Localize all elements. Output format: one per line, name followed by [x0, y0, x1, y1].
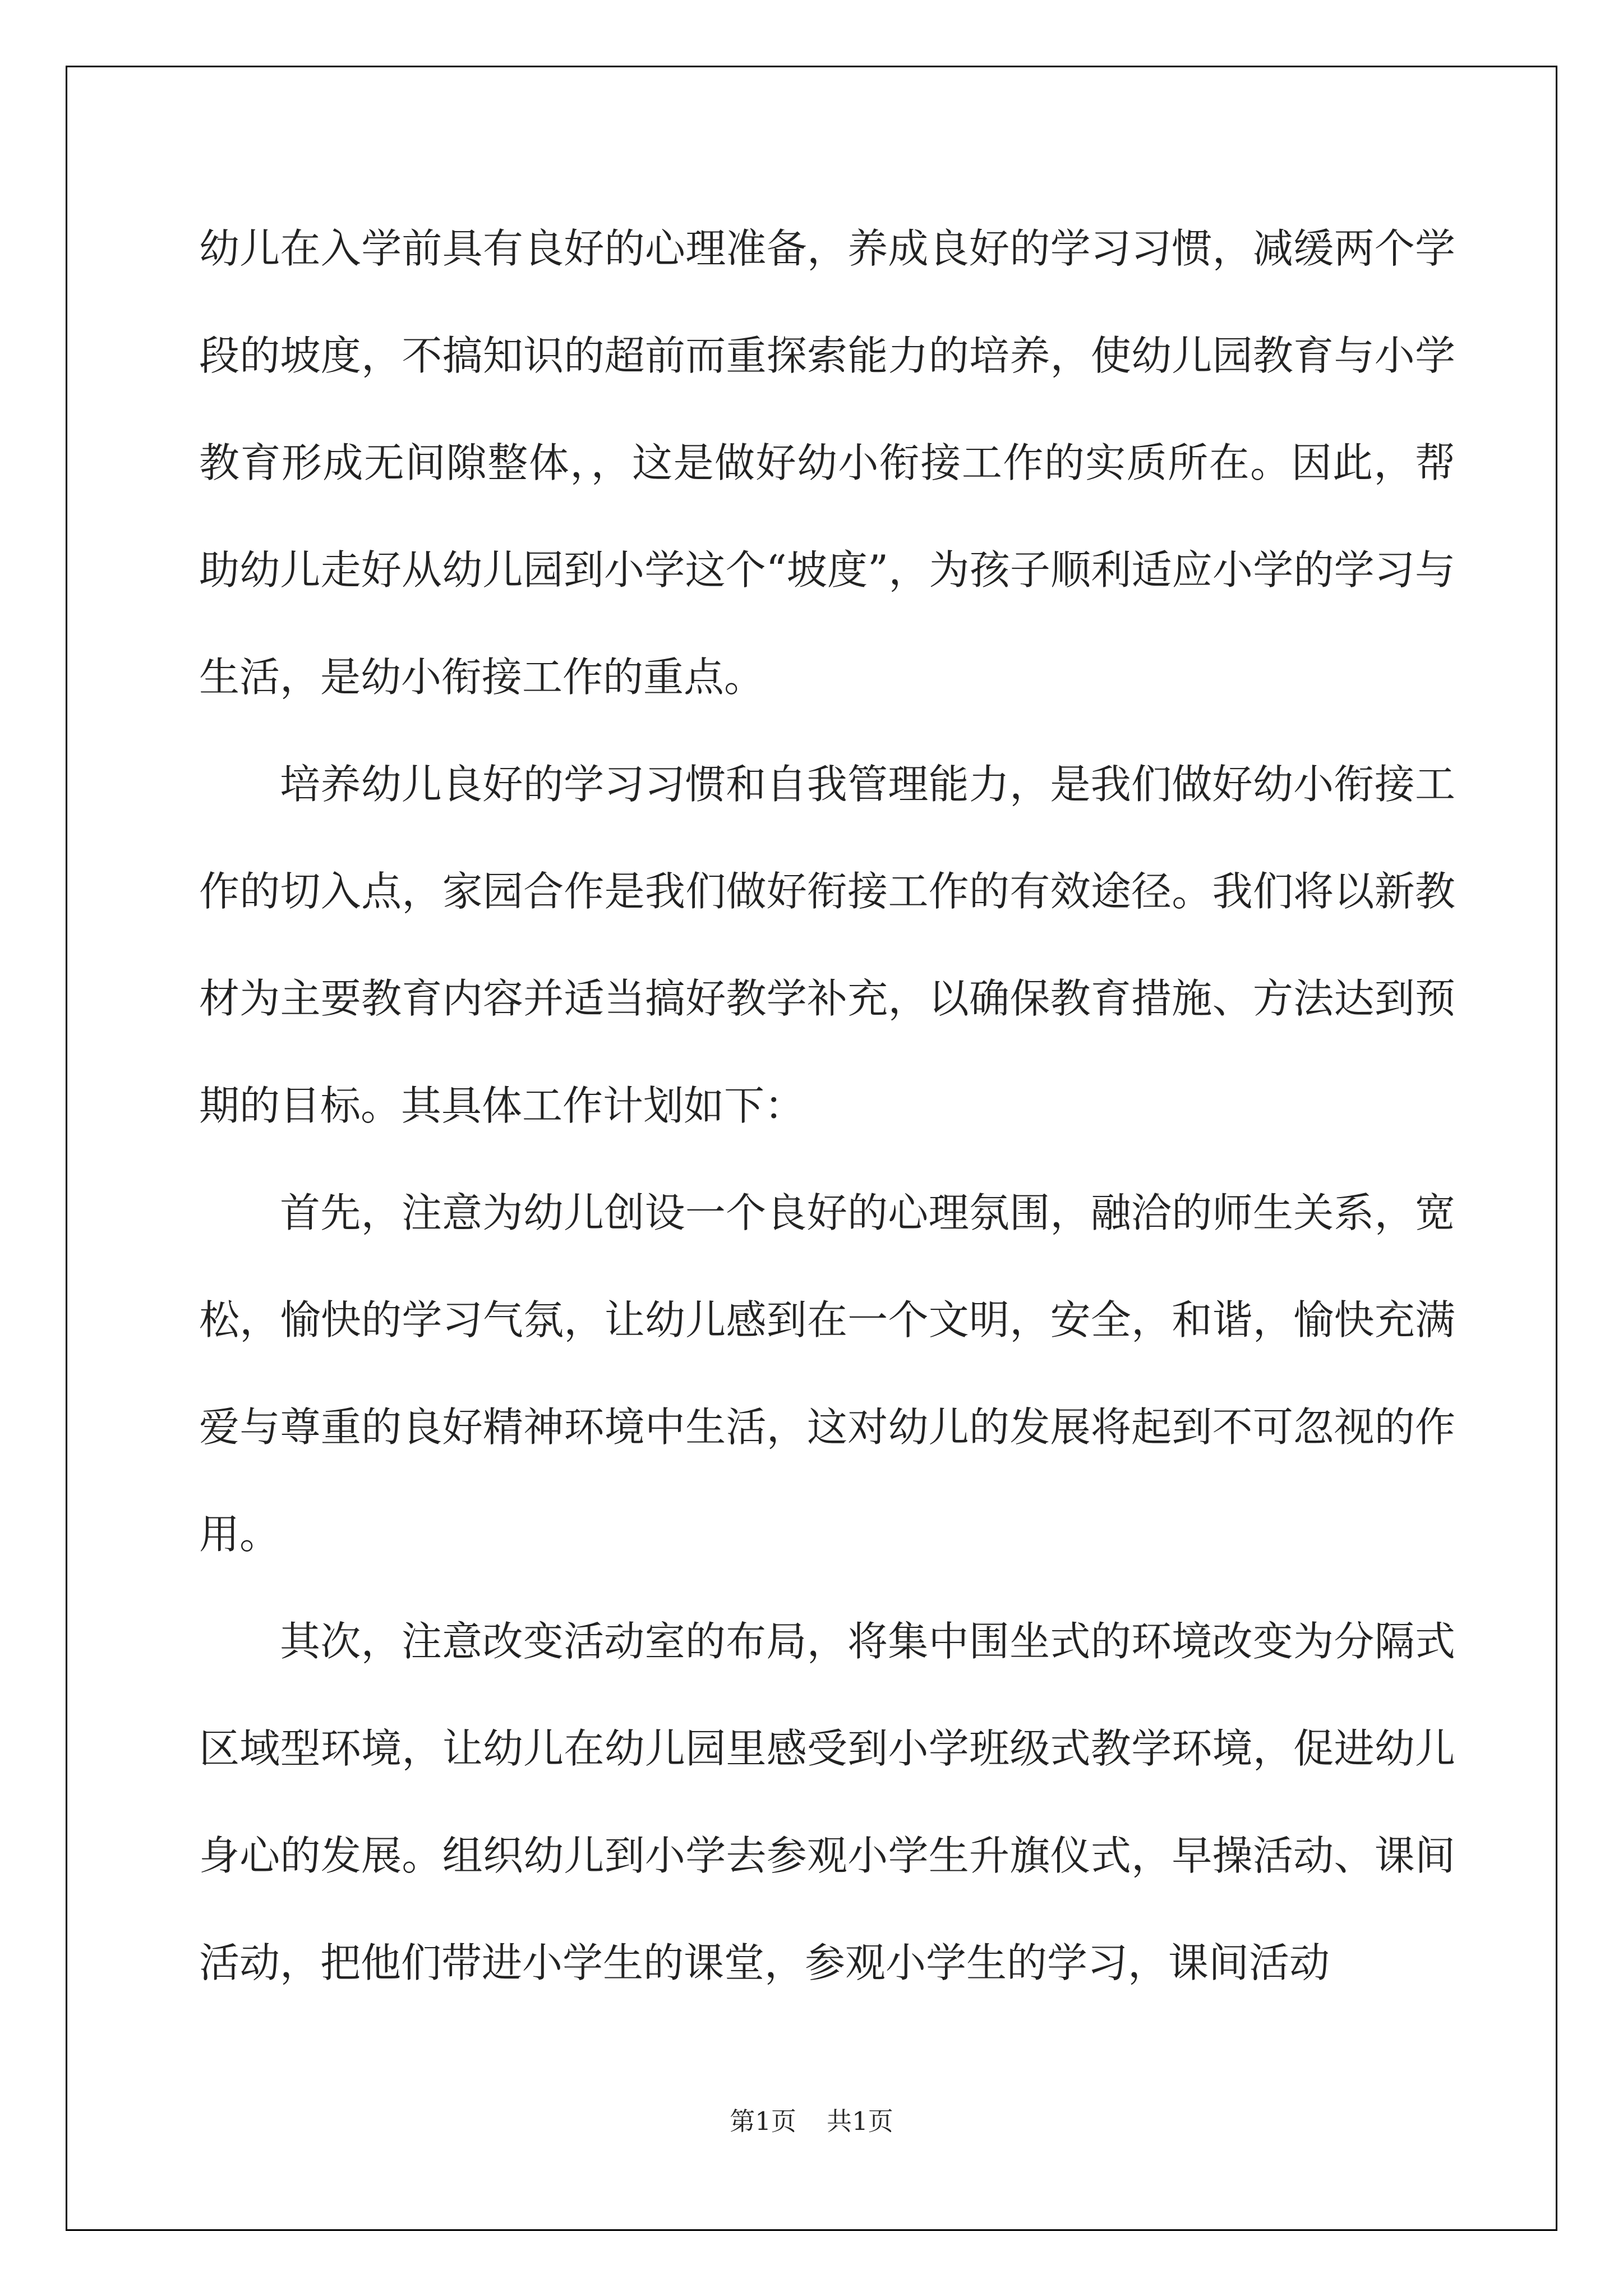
- page-footer: [0, 2101, 1623, 2137]
- paragraph-2: 培养幼儿良好的学习习惯和自我管理能力，是我们做好幼小衔接工作的切入点，家园合作是我们做好衔接工作的有效途径。我们将以新教材为主要教育内容并适当搞好教学补充，以确保教育措施、方法达到预期的目标。其具体工作计划如下：: [199, 761, 1455, 1129]
- document-body: [199, 195, 1455, 2017]
- page-number: 第1页: [730, 2106, 796, 2136]
- page-total: 共1页: [827, 2106, 893, 2136]
- paragraph-3: 首先，注意为幼儿创设一个良好的心理氛围，融洽的师生关系，宽松，愉快的学习气氛，让幼儿感到在一个文明，安全，和谐，愉快充满爱与尊重的良好精神环境中生活，这对幼儿的发展将起到不可忽视的作用。: [199, 1189, 1455, 1558]
- paragraph-4: 其次，注意改变活动室的布局，将集中围坐式的环境改变为分隔式区域型环境，让幼儿在幼儿园里感受到小学班级式教学环境，促进幼儿身心的发展。组织幼儿到小学去参观小学生升旗仪式，早操活动、课间活动，把他们带进小学生的课堂，参观小学生的学习，课间活动: [199, 1618, 1455, 1986]
- paragraph-1: 幼儿在入学前具有良好的心理准备，养成良好的学习习惯，减缓两个学段的坡度，不搞知识的超前而重探索能力的培养，使幼儿园教育与小学教育形成无间隙整体，，这是做好幼小衔接工作的实质所在。因此，帮助幼儿走好从幼儿园到小学这个“坡度”，为孩子顺利适应小学的学习与生活，是幼小衔接工作的重点。: [199, 225, 1455, 701]
